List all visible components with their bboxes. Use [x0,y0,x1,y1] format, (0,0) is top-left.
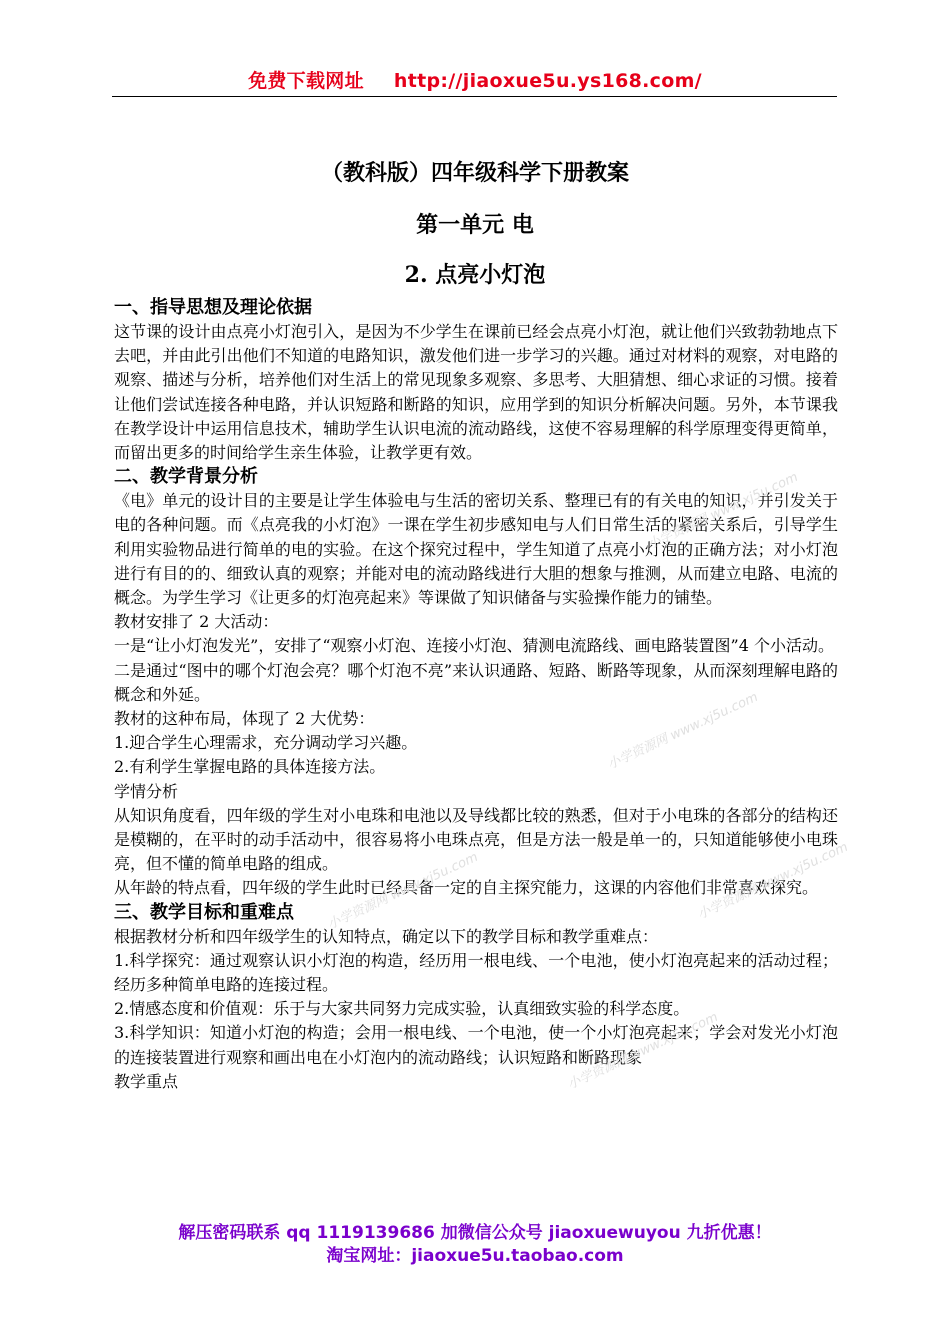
section-2-paragraph-1: 《电》单元的设计目的主要是让学生体验电与生活的密切关系、整理已有的有关电的知识，并引发关于电的各种问题。而《点亮我的小灯泡》一课在学生初步感知电与人们日常生活的紧密关系后，引导学生利用实验物品进行简单的电的实验。在这个探究过程中，学生知道了点亮小灯泡的正确方法；对小灯泡进行有目的的、细致认真的观察；并能对电的流动路线进行大胆的想象与推测，从而建立电路、电流的概念。为学生学习《让更多的灯泡亮起来》等课做了知识储备与实验操作能力的铺垫。 [114,491,838,608]
section-2-paragraph-4: 二是通过“图中的哪个灯泡会亮？哪个灯泡不亮”来认识通路、短路、断路等现象，从而深刻理解电路的概念和外延。 [114,660,838,704]
footer-contact-line: 解压密码联系 qq 1119139686 加微信公众号 jiaoxuewuyou 九折优惠！ [178,1223,772,1243]
header-url-link[interactable]: http://jiaoxue5u.ys168.com/ [393,70,702,92]
section-2-paragraph-8: 学情分析 [114,781,179,801]
document-title: （教科版）四年级科学下册教案 [320,160,629,186]
section-2-paragraph-7: 2.有利学生掌握电路的具体连接方法。 [114,757,386,777]
section-1-paragraph: 这节课的设计由点亮小灯泡引入，是因为不少学生在课前已经会点亮小灯泡，就让他们兴致勃勃地点下去吧，并由此引出他们不知道的电路知识，激发他们进一步学习的兴趣。通过对材料的观察，对电路的观察、描述与分析，培养他们对生活上的常见现象多观察、多思考、大胆猜想、细心求证的习惯。接着让他们尝试连接各种电路，并认识短路和断路的知识，应用学到的知识分析解决问题。另外，本节课我在教学设计中运用信息技术，辅助学生认识电流的流动路线，这使不容易理解的科学原理变得更简单，而留出更多的时间给学生亲生体验，让教学更有效。 [114,322,838,463]
document-body [114,296,838,1094]
watermark-1: 小学资源网 www.xj5u.com [645,469,801,553]
section-2-paragraph-6: 1.迎合学生心理需求，充分调动学习兴趣。 [114,733,418,753]
watermark-5: 小学资源网 www.xj5u.com [565,1009,721,1093]
section-3-paragraph-1: 根据教材分析和四年级学生的认知特点，确定以下的教学目标和教学重难点： [114,926,659,946]
section-3-paragraph-3: 2.情感态度和价值观：乐于与大家共同努力完成实验，认真细致实验的科学态度。 [114,999,690,1019]
header-rule [112,96,837,97]
page-header [0,66,950,93]
section-2-paragraph-10: 从年龄的特点看，四年级的学生此时已经具备一定的自主探究能力，这课的内容他们非常喜欢探究。 [114,878,819,898]
section-2-paragraph-3: 一是“让小灯泡发光”，安排了“观察小灯泡、连接小灯泡、猜测电流路线、画电路装置图”4 个小活动。 [114,636,834,656]
section-heading-3: 三、教学目标和重难点 [114,901,294,923]
watermark-3: 小学资源网 www.xj5u.com [325,849,481,933]
section-3-paragraph-5: 教学重点 [114,1071,179,1091]
watermark-2: 小学资源网 www.xj5u.com [605,689,761,773]
lesson-title: 2. 点亮小灯泡 [404,262,546,288]
section-heading-2: 二、教学背景分析 [114,466,258,488]
footer-shop-link[interactable]: 淘宝网址：jiaoxue5u.taobao.com [326,1246,624,1266]
unit-title: 第一单元 电 [416,212,534,238]
watermark-4: 小学资源网 www.xj5u.com [695,839,851,923]
section-2-paragraph-5: 教材的这种布局，体现了 2 大优势： [114,709,375,729]
section-2-paragraph-9: 从知识角度看，四年级的学生对小电珠和电池以及导线都比较的熟悉，但对于小电珠的各部分的结构还是模糊的，在平时的动手活动中，很容易将小电珠点亮，但是方法一般是单一的，只知道能够使小电珠亮，但不懂的简单电路的组成。 [114,805,838,874]
section-heading-1: 一、指导思想及理论依据 [114,297,312,318]
section-2-paragraph-2: 教材安排了 2 大活动： [114,612,279,632]
section-3-paragraph-2: 1.科学探究：通过观察认识小灯泡的构造，经历用一根电线、一个电池，使小灯泡亮起来的活动过程；经历多种简单电路的连接过程。 [114,950,838,995]
section-3-paragraph-4: 3.科学知识：知道小灯泡的构造；会用一根电线、一个电池，使一个小灯泡亮起来；学会对发光小灯泡的连接装置进行观察和画出电在小灯泡内的流动路线；认识短路和断路现象 [114,1023,838,1067]
header-label: 免费下载网址 [248,70,364,92]
